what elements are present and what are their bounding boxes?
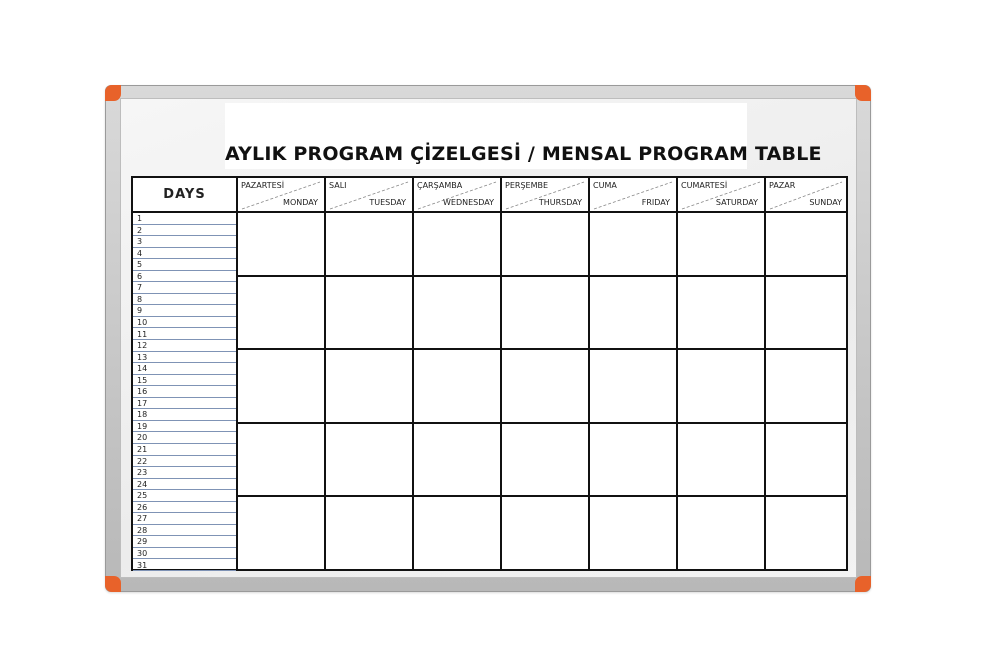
calendar-cell <box>766 497 848 569</box>
day-number-row: 14 <box>133 363 236 375</box>
day-number-row: 11 <box>133 329 236 341</box>
day-number-row: 3 <box>133 236 236 248</box>
day-number-row: 30 <box>133 548 236 560</box>
calendar-cell <box>502 350 590 424</box>
day-number-row: 8 <box>133 294 236 306</box>
day-number-row: 12 <box>133 340 236 352</box>
weekday-name-tr: PERŞEMBE <box>505 181 549 190</box>
day-number-row: 2 <box>133 225 236 237</box>
calendar-cell <box>238 277 326 350</box>
calendar-cell <box>326 213 414 277</box>
weekday-header-cell <box>502 178 590 213</box>
calendar-cell <box>590 213 678 277</box>
calendar-cell <box>238 213 326 277</box>
day-number-row: 23 <box>133 467 236 479</box>
weekday-name-en: SUNDAY <box>809 198 842 207</box>
day-number-row: 10 <box>133 317 236 329</box>
calendar-cell <box>766 424 848 497</box>
calendar-cell <box>414 350 502 424</box>
calendar-cell <box>414 497 502 569</box>
day-number-row: 31 <box>133 560 236 572</box>
weekday-header-cell <box>238 178 326 213</box>
day-number-row: 27 <box>133 513 236 525</box>
weekday-header-cell <box>590 178 678 213</box>
day-number-row: 20 <box>133 432 236 444</box>
calendar-cell <box>766 350 848 424</box>
calendar-cell <box>502 213 590 277</box>
calendar-cell <box>766 213 848 277</box>
calendar-cell <box>414 424 502 497</box>
weekday-name-en: FRIDAY <box>641 198 670 207</box>
calendar-cell <box>502 424 590 497</box>
day-number-row: 7 <box>133 282 236 294</box>
calendar-cell <box>590 277 678 350</box>
calendar-cell <box>590 424 678 497</box>
weekday-name-en: THURSDAY <box>538 198 582 207</box>
day-number-row: 19 <box>133 421 236 433</box>
day-number-row: 22 <box>133 456 236 468</box>
day-number-row: 4 <box>133 248 236 260</box>
frame-corner-top-right <box>855 85 871 101</box>
day-number-row: 21 <box>133 444 236 456</box>
calendar-cell <box>766 277 848 350</box>
day-number-row: 1 <box>133 213 236 225</box>
calendar-cell <box>326 350 414 424</box>
calendar-cell <box>238 424 326 497</box>
frame-corner-bottom-left <box>105 576 121 592</box>
day-number-row: 16 <box>133 386 236 398</box>
weekday-header-cell <box>326 178 414 213</box>
weekday-name-tr: PAZAR <box>769 181 796 190</box>
day-number-row: 24 <box>133 479 236 491</box>
frame-corner-top-left <box>105 85 121 101</box>
weekday-name-en: MONDAY <box>283 198 318 207</box>
weekday-header-cell <box>414 178 502 213</box>
calendar-cell <box>414 277 502 350</box>
calendar-cell <box>678 350 766 424</box>
calendar-cell <box>502 497 590 569</box>
weekday-name-tr: PAZARTESİ <box>241 181 285 190</box>
weekday-name-tr: CUMARTESİ <box>681 181 728 190</box>
calendar-cell <box>414 213 502 277</box>
board-title: AYLIK PROGRAM ÇİZELGESİ / MENSAL PROGRAM TABLE <box>225 143 822 165</box>
calendar-cell <box>326 277 414 350</box>
day-number-row: 28 <box>133 525 236 537</box>
day-number-row: 13 <box>133 352 236 364</box>
day-number-row: 17 <box>133 398 236 410</box>
day-number-row: 29 <box>133 536 236 548</box>
frame-corner-bottom-right <box>855 576 871 592</box>
weekday-name-en: SATURDAY <box>715 198 758 207</box>
calendar-cell <box>326 497 414 569</box>
weekday-name-tr: CUMA <box>593 181 617 190</box>
day-number-row: 15 <box>133 375 236 387</box>
calendar-cell <box>326 424 414 497</box>
day-number-row: 18 <box>133 409 236 421</box>
calendar-cell <box>238 497 326 569</box>
day-number-row: 9 <box>133 305 236 317</box>
day-number-row: 5 <box>133 259 236 271</box>
calendar-cell <box>590 497 678 569</box>
day-number-row: 26 <box>133 502 236 514</box>
weekday-name-tr: ÇARŞAMBA <box>417 181 463 190</box>
calendar-cell <box>238 350 326 424</box>
calendar-cell <box>678 424 766 497</box>
calendar-cell <box>678 497 766 569</box>
weekday-name-en: TUESDAY <box>369 198 406 207</box>
weekday-header-cell <box>678 178 766 213</box>
weekday-name-tr: SALI <box>329 181 347 190</box>
weekday-name-en: WEDNESDAY <box>443 198 494 207</box>
day-number-row: 6 <box>133 271 236 283</box>
calendar-cell <box>678 213 766 277</box>
calendar-cell <box>590 350 678 424</box>
day-number-row: 25 <box>133 490 236 502</box>
calendar-cell <box>502 277 590 350</box>
calendar-cell <box>678 277 766 350</box>
weekday-header-cell <box>766 178 848 213</box>
days-header: DAYS <box>133 178 236 213</box>
